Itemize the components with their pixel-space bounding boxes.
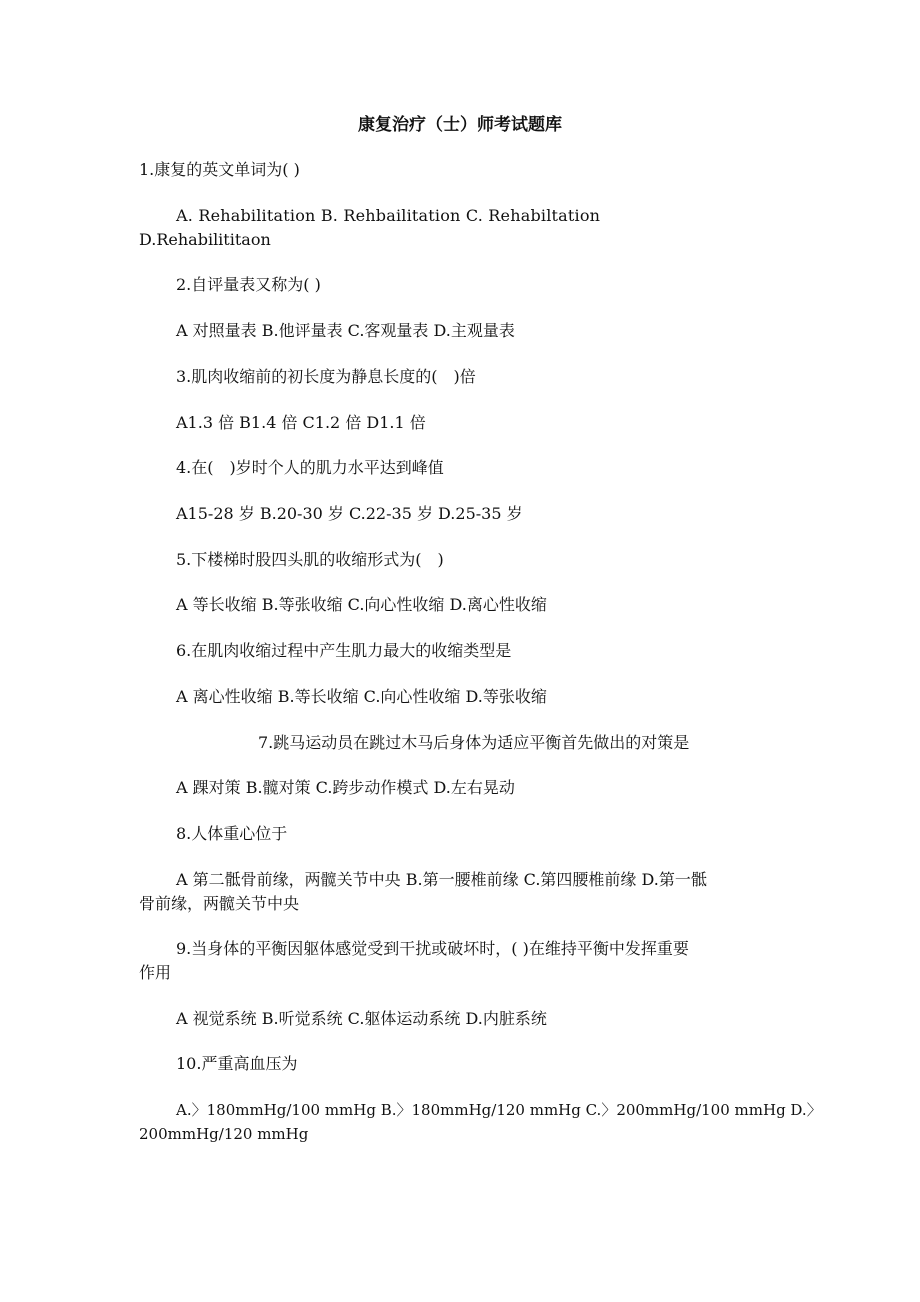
question-10-stem: 10.严重高血压为 xyxy=(176,1054,298,1073)
question-4-stem: 4.在( )岁时个人的肌力水平达到峰值 xyxy=(176,458,444,477)
question-9-options: A 视觉系统 B.听觉系统 C.躯体运动系统 D.内脏系统 xyxy=(176,1009,547,1028)
question-10-options-line1: A.〉180mmHg/100 mmHg B.〉180mmHg/120 mmHg C.〉200mmHg/100 mmHg D.〉 xyxy=(176,1101,822,1119)
question-1-stem: 1.康复的英文单词为( ) xyxy=(139,160,300,179)
question-1-options-line1: A. Rehabilitation B. Rehbailitation C. Rehabiltation xyxy=(176,206,601,225)
question-9-stem-line2: 作用 xyxy=(139,963,172,982)
question-5-options: A 等长收缩 B.等张收缩 C.向心性收缩 D.离心性收缩 xyxy=(176,595,547,614)
question-8-options-line1: A 第二骶骨前缘，两髋关节中央 B.第一腰椎前缘 C.第四腰椎前缘 D.第一骶 xyxy=(176,870,707,889)
question-6-options: A 离心性收缩 B.等长收缩 C.向心性收缩 D.等张收缩 xyxy=(176,687,547,706)
question-4-options: A15-28 岁 B.20-30 岁 C.22-35 岁 D.25-35 岁 xyxy=(176,504,523,523)
question-3-stem: 3.肌肉收缩前的初长度为静息长度的( )倍 xyxy=(176,367,476,386)
document-title: 康复治疗（士）师考试题库 xyxy=(358,115,562,135)
question-1-options-line2: D.Rehabilititaon xyxy=(139,230,271,249)
question-8-stem: 8.人体重心位于 xyxy=(176,824,288,843)
question-3-options: A1.3 倍 B1.4 倍 C1.2 倍 D1.1 倍 xyxy=(176,413,426,432)
question-7-stem: 7.跳马运动员在跳过木马后身体为适应平衡首先做出的对策是 xyxy=(258,733,690,752)
question-8-options-line2: 骨前缘，两髋关节中央 xyxy=(139,894,300,913)
question-7-options: A 踝对策 B.髋对策 C.跨步动作模式 D.左右晃动 xyxy=(176,778,515,797)
question-5-stem: 5.下楼梯时股四头肌的收缩形式为( ) xyxy=(176,550,444,569)
question-9-stem-line1: 9.当身体的平衡因躯体感觉受到干扰或破坏时，( )在维持平衡中发挥重要 xyxy=(176,939,689,958)
question-10-options-line2: 200mmHg/120 mmHg xyxy=(139,1125,309,1143)
question-2-stem: 2.自评量表又称为( ) xyxy=(176,275,321,294)
question-6-stem: 6.在肌肉收缩过程中产生肌力最大的收缩类型是 xyxy=(176,641,512,660)
question-2-options: A 对照量表 B.他评量表 C.客观量表 D.主观量表 xyxy=(176,321,515,340)
